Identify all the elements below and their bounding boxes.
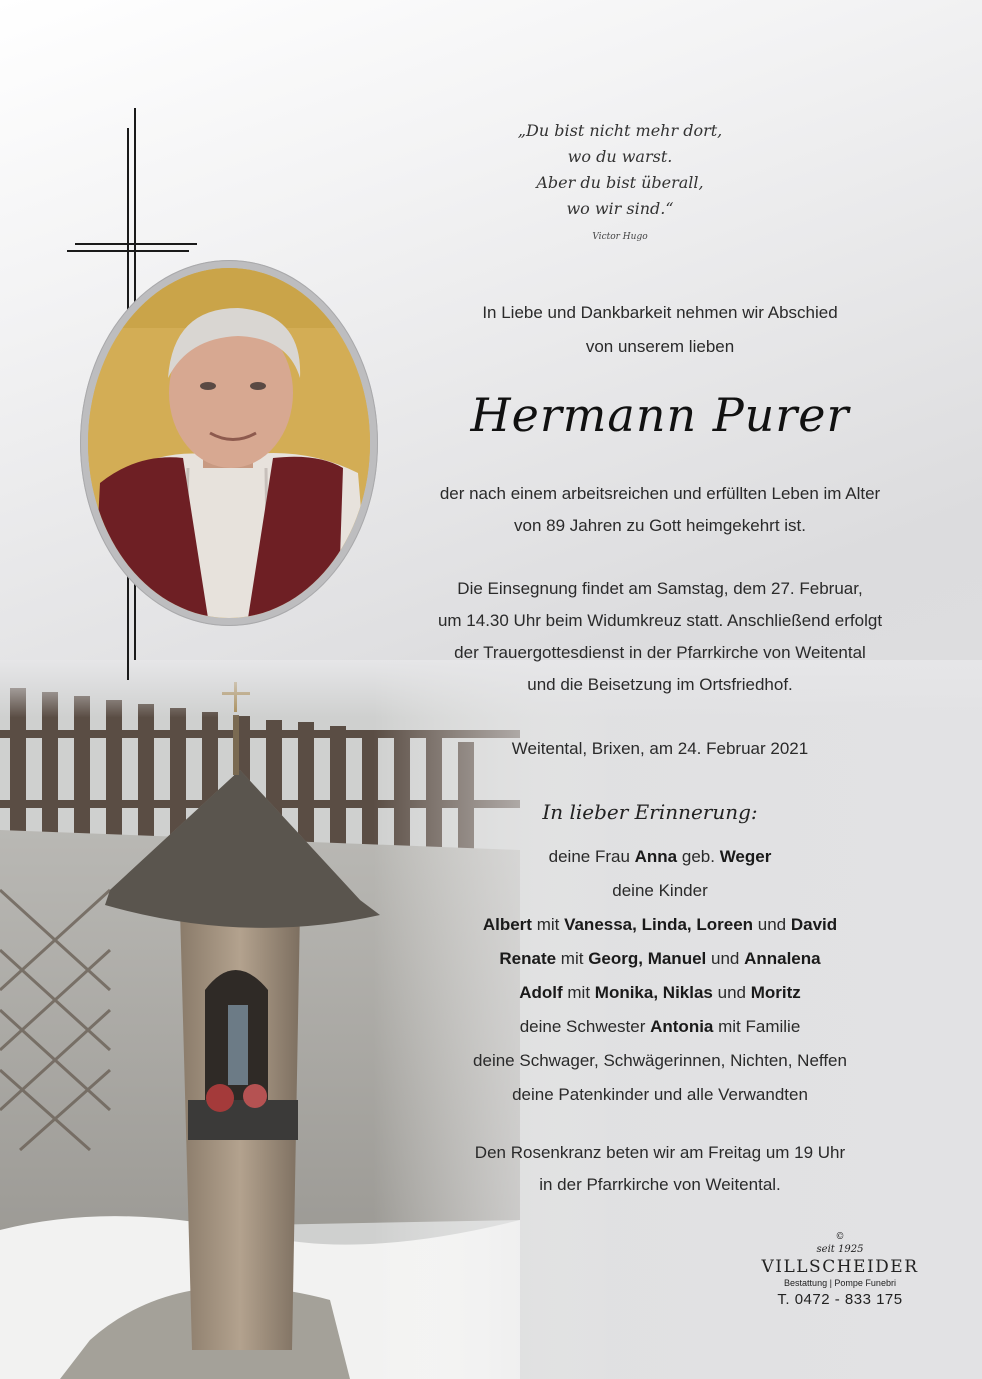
portrait-frame	[80, 260, 378, 626]
mourner-text: deine Schwester	[519, 1017, 651, 1036]
mourner-text: mit	[556, 949, 589, 968]
life-line: von 89 Jahren zu Gott heimgekehrt ist.	[514, 516, 806, 535]
funeral-home-since: seit 1925	[816, 1244, 864, 1255]
cross-icon-horizontal-1	[75, 243, 197, 245]
deceased-name: Hermann Purer	[470, 388, 850, 442]
mourner-name: Monika, Niklas	[594, 983, 713, 1002]
ceremony-line: der Trauergottesdienst in der Pfarrkirche von Weitental	[454, 643, 866, 662]
mourner-name: Renate	[499, 949, 557, 968]
mourner-name: Albert	[482, 915, 532, 934]
quote-line: wo du warst.	[567, 147, 673, 166]
portrait-photo	[88, 268, 370, 618]
mourner-line: deine Kinder	[612, 881, 708, 900]
mourner-name: Annalena	[744, 949, 821, 968]
mourner-line	[390, 976, 930, 1010]
quote-author: Victor Hugo	[592, 232, 648, 242]
quote-line: Aber du bist überall,	[536, 173, 704, 192]
mourner-line	[390, 908, 930, 942]
life-line: der nach einem arbeitsreichen und erfüllten Leben im Alter	[439, 484, 881, 503]
quote	[480, 118, 760, 222]
mourner-line: deine Patenkinder und alle Verwandten	[512, 1085, 808, 1104]
place-date: Weitental, Brixen, am 24. Februar 2021	[511, 739, 809, 758]
mourners-list	[390, 840, 930, 1112]
mourner-text: mit	[562, 983, 595, 1002]
mourner-name: Georg, Manuel	[588, 949, 707, 968]
quote-line: wo wir sind.“	[566, 199, 674, 218]
mourner-text: geb.	[677, 847, 720, 866]
mourner-text: und	[753, 915, 791, 934]
mourner-text: und	[706, 949, 745, 968]
intro-line: von unserem lieben	[585, 337, 735, 356]
quote-line: „Du bist nicht mehr dort,	[517, 121, 723, 140]
cross-icon-horizontal-2	[67, 250, 189, 252]
mourner-text: und	[712, 983, 751, 1002]
mourner-line: deine Schwager, Schwägerinnen, Nichten, Neffen	[473, 1051, 847, 1070]
mourner-text: mit Familie	[713, 1017, 801, 1036]
intro-line: In Liebe und Dankbarkeit nehmen wir Abschied	[482, 303, 838, 322]
funeral-home-name: VILLSCHEIDER	[761, 1257, 919, 1277]
ceremony-line: Die Einsegnung findet am Samstag, dem 27. Februar,	[457, 579, 863, 598]
mourner-text: mit	[531, 915, 565, 934]
mourner-name: Vanessa, Linda, Loreen	[564, 915, 754, 934]
funeral-home-phone: T. 0472 - 833 175	[777, 1291, 903, 1308]
funeral-home-subtitle: Bestattung | Pompe Funebri	[784, 1278, 896, 1288]
life-text	[390, 478, 930, 542]
mourner-name: Adolf	[519, 983, 563, 1002]
rosary-text	[390, 1137, 930, 1201]
ceremony-line: um 14.30 Uhr beim Widumkreuz statt. Anschließend erfolgt	[437, 611, 883, 630]
mourner-name: Moritz	[750, 983, 801, 1002]
mourner-line	[390, 1010, 930, 1044]
ceremony-line: und die Beisetzung im Ortsfriedhof.	[527, 675, 793, 694]
rosary-line: Den Rosenkranz beten wir am Freitag um 19 Uhr	[474, 1143, 846, 1162]
mourner-name: Weger	[719, 847, 772, 866]
mourner-name: Antonia	[650, 1017, 714, 1036]
ceremony-text	[390, 573, 930, 701]
mourner-line	[390, 942, 930, 976]
mourner-line	[390, 840, 930, 874]
mourner-name: Anna	[634, 847, 678, 866]
rosary-line: in der Pfarrkirche von Weitental.	[539, 1175, 781, 1194]
mourner-text: deine Frau	[548, 847, 635, 866]
funeral-home-copyright: ©	[835, 1232, 845, 1242]
memory-heading: In lieber Erinnerung:	[542, 800, 758, 824]
intro-text	[400, 296, 920, 364]
mourner-name: David	[790, 915, 838, 934]
